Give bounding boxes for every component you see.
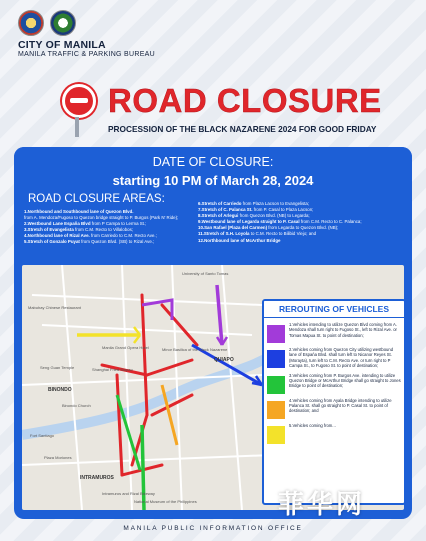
bureau-seal-icon — [50, 10, 76, 36]
header — [18, 10, 155, 58]
reroute-text: 5.Vehicles coming from... — [289, 422, 336, 428]
reroute-item — [267, 373, 401, 394]
map-label: Mabuhay Chinese Restaurant — [28, 305, 81, 310]
city-seal-icon — [18, 10, 44, 36]
no-entry-sign-icon — [62, 84, 96, 118]
orange-swatch — [267, 401, 285, 419]
map-label: Fort Santiago — [30, 433, 55, 438]
green-route — [142, 425, 144, 510]
watermark: 菲华网 — [278, 489, 366, 519]
page-title: ROAD CLOSURE — [108, 82, 382, 119]
area-item: 6.Stretch of Carriedo from Plaza Lacson to Evangelista; — [198, 201, 310, 206]
area-item: 12.Northbound lane of McArthur Bridge — [198, 237, 281, 243]
date-value: starting 10 PM of March 28, 2024 — [112, 173, 314, 188]
area-item: 11.Stretch of S.H. Loyola to C.M. Recto to Bilibid Viejo; and — [198, 231, 317, 237]
map-label: University of Santo Tomas — [182, 271, 229, 276]
area-item: 10.San Rafael (Plaza del Carmen) from Legarda to Quezon Blvd. (NB); — [198, 225, 339, 231]
map-label: Plaza Moriones — [44, 455, 72, 460]
reroute-item — [267, 347, 401, 369]
reroute-text: 3.Vehicles coming from P. Burgos Ave. intending to utilize Quezon Bridge or McArthur Bridge shall go straight to Jones Bridge to point of destination; — [289, 372, 401, 389]
rerouting-heading: REROUTING OF VEHICLES — [264, 301, 404, 318]
seals — [18, 10, 155, 36]
areas-heading: ROAD CLOSURE AREAS: — [28, 193, 165, 205]
area-item: 1.Northbound and Southbound lane of Quezon Blvd. from A. Mendoza/Fugoso to Quezon bridge straight to P. Burgos (Park N' Ride); — [24, 209, 179, 221]
reroute-item — [267, 423, 401, 444]
area-item: 2.Westbound Lane Espaňa Blvd from P Campa to Lerma St.; — [24, 221, 147, 227]
area-item: 9.Westbound lane of Legarda straight to P. Casal from C.M. Recto to C. Palanca; — [198, 219, 362, 225]
area-item: 4.Northbound lane of Rizal Ave. from Carriedo to C.M. Recto Ave.; — [24, 233, 157, 239]
green-swatch — [267, 376, 285, 394]
yellow-swatch — [267, 426, 285, 444]
areas-left-list — [24, 209, 194, 246]
date-label: DATE OF CLOSURE: — [152, 155, 274, 169]
reroute-text: 1.Vehicles intending to utilize Quezon Blvd coming from A. Mendoza shall turn right to Fugoso St., left to Rizal Ave. or Tomas Mapua St. to point of destination; — [289, 322, 398, 338]
area-item: 7.Stretch of C. Palanca St. from P. Casal to Plaza Lacson; — [198, 207, 314, 213]
purple-swatch — [267, 325, 285, 343]
reroute-text: 2.Vehicles coming from Quezon City utilizing westbound lane of Espańa Blvd. shall turn left to Nicanor Reyes St. (Morayta), turn left to C.M. Recto Ave. or turn right to P Campa St., to Fugoso St. to point of destination; — [289, 347, 394, 369]
info-card — [14, 147, 412, 519]
map-label: National Museum of the Philippines — [134, 499, 197, 504]
date-banner — [14, 147, 412, 191]
map-label: Minor Basilica of the Black Nazarene — [162, 347, 228, 352]
area-item: 5.Stretch of Gonzalo Puyat from Quezon Blvd. (SB) to Rizal Ave.; — [24, 239, 155, 245]
sign-pole — [75, 117, 79, 137]
map-label: Seng Guan Temple — [40, 365, 75, 370]
map-label: QUIAPO — [214, 357, 234, 363]
area-item: 3.Stretch of Evangelista from C.M. Recto to Villalobos; — [24, 227, 134, 233]
reroute-item — [267, 398, 401, 419]
map-label: Intramuros and Rizal Bikeway — [102, 491, 155, 496]
map-label: Binondo Church — [62, 403, 91, 408]
city-name: CITY OF MANILA — [18, 39, 106, 51]
blue-swatch — [267, 350, 285, 368]
reroute-text: 4.Vehicles coming from Ayala Bridge intending to utilize Palanca St. shall go straight to P. Casal St. to point of destination; and — [289, 397, 392, 414]
page-subtitle: PROCESSION OF THE BLACK NAZARENE 2024 FOR GOOD FRIDAY — [108, 124, 377, 134]
footer: MANILA PUBLIC INFORMATION OFFICE — [123, 525, 303, 532]
map-label: Shanghai Fried Siopao — [92, 367, 133, 372]
purple-route — [217, 285, 222, 345]
map-label: INTRAMUROS — [80, 475, 114, 481]
areas-right-list — [198, 201, 408, 244]
bureau-name: MANILA TRAFFIC & PARKING BUREAU — [18, 51, 156, 58]
rerouting-panel — [262, 299, 406, 505]
area-item: 8.Stretch of Arlegui from Quezon Blvd. (NB) to Legarda; — [198, 213, 310, 219]
map-label: Manila Grand Opera Hotel — [102, 345, 149, 350]
reroute-item — [267, 322, 401, 343]
map-label: BINONDO — [48, 387, 72, 393]
